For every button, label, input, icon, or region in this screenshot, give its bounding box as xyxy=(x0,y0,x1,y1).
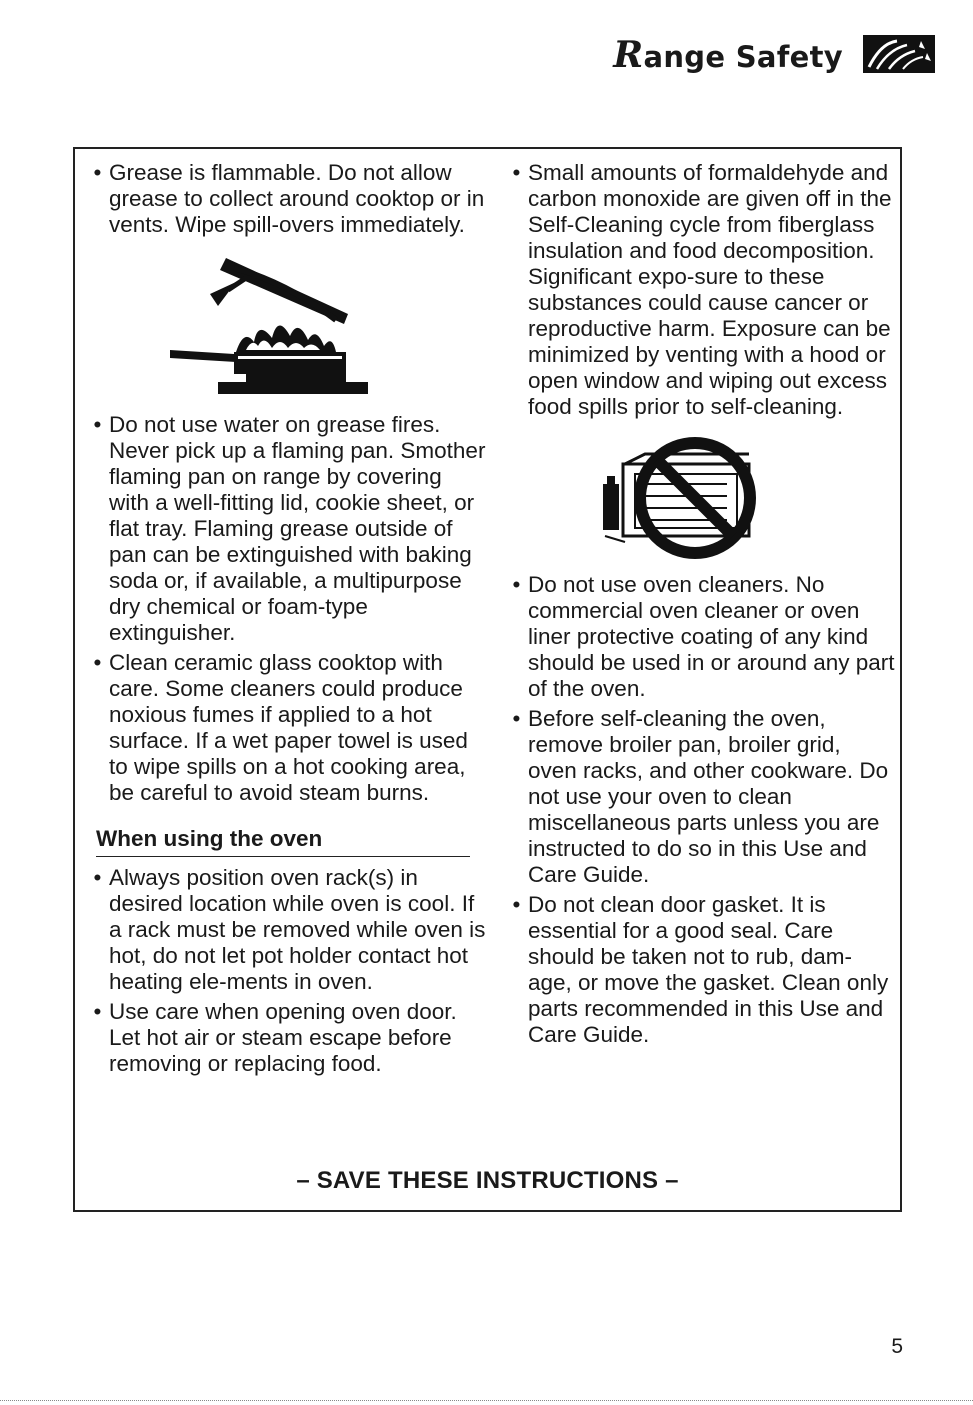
left-column xyxy=(86,160,486,1081)
flaming-pan-lid-icon xyxy=(86,242,486,412)
grease-fire-item: • Do not use water on grease fires. Never pick up a flaming pan. Smother flaming pan on range by covering with a well-fitting lid, cookie sheet, or flat tray. Flaming grease outside of pan can be extinguished with baking soda or, if available, a multipurpose dry chemical or foam-type extinguisher. xyxy=(93,412,486,645)
no-oven-cleaner-figure xyxy=(505,424,895,572)
oven-rack-item: • Always position oven rack(s) in desired location while oven is cool. If a rack must be removed while oven is hot, do not let pot holder contact hot heating ele-ments in oven. xyxy=(93,865,486,994)
flaming-pan-figure xyxy=(86,242,486,412)
before-self-cleaning-item: • Before self-cleaning the oven, remove broiler pan, broiler grid, oven racks, and other cookware. Do not use your oven to clean miscellaneous parts unless you are instructed to do so in this Use and Care Guide. xyxy=(512,706,889,887)
title-rest: ange Safety xyxy=(643,40,843,74)
page-number: 5 xyxy=(891,1335,903,1358)
formaldehyde-item: • Small amounts of formaldehyde and carbon monoxide are given off in the Self-Cleaning cycle from fiberglass insulation and food decomposition. Significant expo-sure to these substances could cause cancer or reproductive harm. Exposure can be minimized by venting with a hood or open window and wiping out excess food spills prior to self-cleaning. xyxy=(512,160,892,419)
crescent-pattern-icon xyxy=(863,35,935,73)
oven-cleaners-item: • Do not use oven cleaners. No commercial oven cleaner or oven liner protective coating of any kind should be used in or around any part of the oven. xyxy=(512,572,895,701)
page-title xyxy=(613,34,843,76)
section-heading: When using the oven xyxy=(96,826,470,857)
right-column xyxy=(505,160,895,1052)
bottom-divider xyxy=(0,1400,973,1401)
save-instructions-banner: – SAVE THESE INSTRUCTIONS – xyxy=(296,1167,679,1194)
ceramic-cooktop-item: • Clean ceramic glass cooktop with care. Some cleaners could produce noxious fumes if applied to a hot surface. If a wet paper towel is used to wipe spills on a hot cooking area, be careful to avoid steam burns. xyxy=(93,650,468,805)
grease-flammable-item: • Grease is flammable. Do not allow grease to collect around cooktop or in vents. Wipe spill-overs immediately. xyxy=(93,160,485,237)
oven-door-item: • Use care when opening oven door. Let hot air or steam escape before removing or replacing food. xyxy=(93,999,457,1076)
door-gasket-item: • Do not clean door gasket. It is essential for a good seal. Care should be taken not to rub, dam-age, or move the gasket. Clean only parts recommended in this Use and Care Guide. xyxy=(512,892,889,1047)
title-initial: R xyxy=(613,34,644,76)
no-oven-cleaner-icon xyxy=(505,424,895,572)
